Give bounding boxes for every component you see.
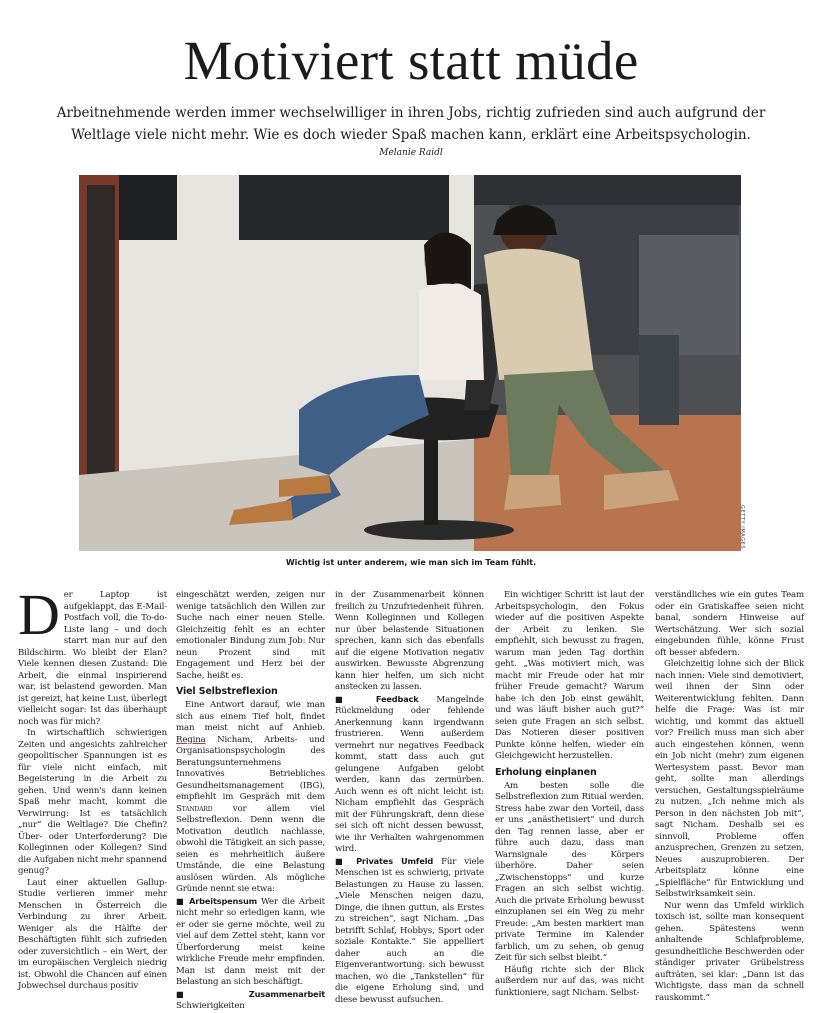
photo-caption: Wichtig ist unter anderem, wie man sich im Team fühlt. [285, 558, 537, 567]
article-column-2 [176, 590, 325, 1013]
article-column-4 [495, 590, 644, 999]
paragraph: Ein wichtiger Schritt ist laut der Arbeitspsychologin, den Fokus wieder auf die positiven Aspekte der Arbeit zu lenken. Sie empfiehlt, sich bewusst zu fragen, warum man jeden Tag dorthin geht. „Was motiviert mich, was macht mir Freude oder hat mir früher Freude gemacht? Warum habe ich den Job einst gewählt, und was läuft bisher auch gut?“ seien gute Fragen an sich selbst. Das Notieren dieser positiven Punkte könne helfen, wieder ein Gleichgewicht herzustellen. [495, 590, 644, 761]
paragraph: Nur wenn das Umfeld wirklich toxisch ist, sollte man konsequent gehen. Spätestens wenn anhaltende Schlafprobleme, gesundheitliche Beschwerden oder ständiger privater Grübelstress aufträten, sei klar: „Dann ist das Wichtigste, dass man da schnell rauskommt.“ [655, 900, 804, 1003]
section-heading: Erholung einplanen [495, 766, 597, 778]
newspaper-name: Standard [176, 803, 213, 814]
paragraph [176, 989, 325, 1013]
paragraph-text: Wer die Arbeit nicht mehr so erledigen kann, wie er oder sie gerne möchte, weil zu viel auf dem Zettel steht, kann vor Überforderung meist keine wirkliche Freude mehr empfinden. Man ist dann meist mit der Belastung an sich beschäftigt. [176, 896, 325, 987]
paragraph-text: Für viele Menschen ist es schwierig, private Belastungen zu Hause zu lassen. „Viele Menschen neigen dazu, Dinge, die ihnen guttun, als Erstes zu streichen“, sagt Nicham. „Das betrifft Schlaf, Hobbys, Sport oder soziale Kontakte.“ Sie appelliert daher auch an die Eigenverantwortung: sich bewusst machen, wo die „Tankstellen“ für die eigene Erholung sind, und diese bewusst aufsuchen. [335, 856, 484, 1005]
paragraph: Gleichzeitig lohne sich der Blick nach innen: Viele sind demotiviert, weil ihnen der Sinn oder Weiterentwicklung fehlten. Dann helfe die Frage: Was ist mir wichtig, und kommt das aktuell vor? Freilich muss man sich aber auch eingestehen können, wenn ein Job nicht (mehr) zum eigenen Wertesystem passt. Bevor man geht, sollte man allerdings versuchen, Gestaltungsspielräume zu nutzen. „Ich nehme mich als Person in den nächsten Job mit“, sagt Nicham. Deshalb sei es sinnvoll, Probleme offen anzusprechen, Grenzen zu setzen, Neues auszuprobieren. Der Arbeitsplatz könne eine „Spielfläche“ für Entwicklung und Selbstwirksamkeit sein. [655, 659, 804, 899]
keyword-label: ■ Feedback [335, 693, 419, 704]
lead-paragraph: Arbeitnehmende werden immer wechselwilliger in ihren Jobs, richtig zufrieden sind auch aufgrund der Weltlage viele nicht mehr. Wie es doch wieder Spaß machen kann, erklärt eine Arbeitspsychologin. [56, 105, 766, 143]
author-byline: Melanie Raidl [379, 148, 443, 158]
article-photo [79, 175, 741, 551]
paragraph: Häufig richte sich der Blick außerdem nur auf das, was nicht funktioniere, sagt Nicham. Selbst- [495, 964, 644, 998]
article-column-5 [655, 590, 804, 1004]
paragraph: verständliches wie ein gutes Team oder ein Gratiskaffee seien nicht banal, sondern Hinweise auf Wertschätzung. Wer sich sozial eingebunden fühle, könne Frust oft besser abfedern. [655, 590, 804, 658]
paragraph [335, 694, 484, 856]
keyword-label: ■ Arbeitspensum [176, 895, 258, 906]
section-heading: Viel Selbstreflexion [176, 686, 278, 697]
paragraph-text: Mangelnde Rückmeldung oder fehlende Anerkennung kann irgendwann frustrieren. Wenn außerdem vermehrt nur negatives Feedback kommt, statt dass auch gut gelungene Aufgaben gelobt werden, kann das zermürben. Auch wenn es oft nicht leicht ist: Nicham empfiehlt das Gespräch mit der Führungskraft, denn diese sei sich oft nicht dessen bewusst, wie ihr Verhalten wahrgenommen wird. [335, 694, 484, 854]
paragraph-text: Eine Antwort darauf, wie man sich aus einem Tief holt, findet man meist nicht auf Anhieb. [176, 700, 325, 733]
person-name: Regina [176, 734, 206, 745]
paragraph-text: Nicham, Arbeits- und Organisationspsychologin des Beratungsunternehmens Innovatives Betriebliches Gesundheitsmanagement (IBG), empfiehlt im Gespräch mit dem [176, 734, 325, 802]
paragraph: In wirtschaftlich schwierigen Zeiten und angesichts zahlreicher geopolitischer Spannungen ist es für viele nicht einfach, mit Begeisterung in die Arbeit zu gehen. Und wenn's dann keinen Spaß mehr macht, kommt die Verwirrung: Ist es tatsächlich „nur“ die Weltlage? Die Chefin? Über- oder Unterforderung? Die Kolleginnen oder Kollegen? Sind die Aufgaben nicht mehr spannend genug? [18, 728, 167, 876]
article-column-1 [18, 582, 168, 993]
paragraph-text: vor allem viel Selbstreflexion. Denn wenn die Motivation deutlich nachlasse, obwohl die Tätigkeit an sich passe, seien es mehrheitlich äußere Umstände, die eine Belastung auslösen würden. Als mögliche Gründe nennt sie etwa: [176, 803, 325, 894]
headline: Motiviert statt müde [183, 30, 639, 91]
paragraph-text: er Laptop ist aufgeklappt, das E-Mail-Postfach voll, die To-do-Liste lang – und doch starrt man nur auf den Bildschirm. Wo bleibt der Elan? Viele kennen diesen Zustand: Die Arbeit, die einmal inspirierend war, ist belastend geworden. Man ist gereizt, hat keine Lust, überlegt vielleicht sogar: Ist das überhaupt noch was für mich? [18, 590, 168, 727]
keyword-label: ■ Privates Umfeld [335, 855, 434, 866]
paragraph: Laut einer aktuellen Gallup-Studie verlieren immer mehr Menschen in Österreich die Verbindung zu ihrer Arbeit. Weniger als die Hälfte der Beschäftigten fühlt sich zufrieden oder zuversichtlich – ein Wert, der im europäischen Vergleich niedrig ist. Obwohl die Chancen auf einen Jobwechsel durchaus positiv [18, 877, 167, 991]
article-column-3 [335, 590, 484, 1006]
keyword-label: ■ Zusammenarbeit [176, 988, 325, 999]
drop-cap: D [18, 582, 60, 647]
paragraph [335, 856, 484, 1007]
paragraph [176, 700, 325, 896]
paragraph [176, 896, 325, 989]
paragraph [18, 582, 168, 728]
paragraph: Am besten solle die Selbstreflexion zum Ritual werden. Stress habe zwar den Vorteil, dass er uns „anästhetisiert“ und durch den Tag rennen lasse, aber er führe auch dazu, dass man Warnsignale des Körpers überhöre. Daher seien „Zwischenstopps“ und kurze Fragen an sich selbst wichtig. Auch die private Erholung bewusst einzuplanen sei ein Weg zu mehr Freude: „Am besten markiert man private Termine im Kalender farblich, um zu sehen, ob genug Zeit für sich selbst bleibt.“ [495, 780, 644, 963]
paragraph-text: Schwierigkeiten [176, 1001, 245, 1011]
photo-credit: GETTY IMAGES [739, 505, 745, 550]
paragraph: eingeschätzt werden, zeigen nur wenige tatsächlich den Willen zur Suche nach einer neuen Stelle. Gleichzeitig fehlt es an echter emotionaler Bindung zum Job: Nur neun Prozent sind mit Engagement und Herz bei der Sache, heißt es. [176, 590, 325, 681]
paragraph: in der Zusammenarbeit können freilich zu Unzufriedenheit führen. Wenn Kolleginnen und Kollegen nur über belastende Situationen sprechen, kann sich das ebenfalls auf die eigene Motivation negativ auswirken. Bewusste Abgrenzung kann hier helfen, um sich nicht anstecken zu lassen. [335, 590, 484, 692]
